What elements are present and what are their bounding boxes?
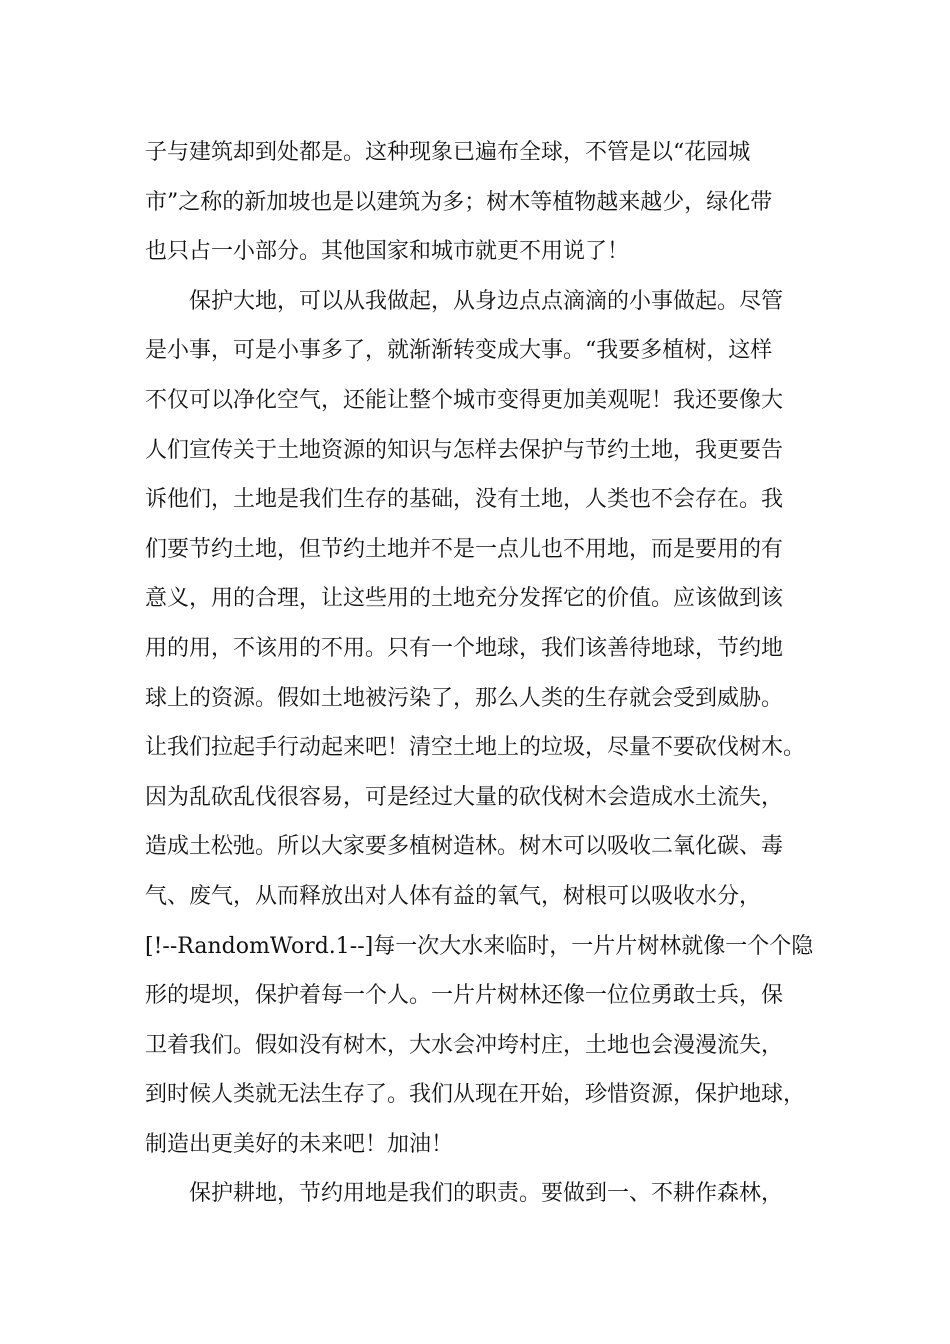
paragraph-start-line: 保护大地，可以从我做起，从身边点点滴滴的小事做起。尽管 [189,288,784,314]
text-line: 也只占一小部分。其他国家和城市就更不用说了！ [145,239,630,265]
text-line: 卫着我们。假如没有树木，大水会冲垮村庄，土地也会漫漫流失， [145,1032,784,1058]
text-line: 市”之称的新加坡也是以建筑为多；树木等植物越来越少，绿化带 [145,189,773,215]
text-line: 让我们拉起手行动起来吧！清空土地上的垃圾，尽量不要砍伐树木。 [145,735,806,761]
text-line: 球上的资源。假如土地被污染了，那么人类的生存就会受到威胁。 [145,685,784,711]
text-line: 形的堤坝，保护着每一个人。一片片树林还像一位位勇敢士兵，保 [145,983,784,1009]
text-line: 不仅可以净化空气，还能让整个城市变得更加美观呢！我还要像大 [145,387,784,413]
body-text [145,128,825,1219]
text-line: 诉他们，土地是我们生存的基础，没有土地，人类也不会存在。我 [145,487,784,513]
text-line: 意义，用的合理，让这些用的土地充分发挥它的价值。应该做到该 [145,586,784,612]
text-line: 造成土松弛。所以大家要多植树造林。树木可以吸收二氧化碳、毒 [145,834,784,860]
text-line: 是小事，可是小事多了，就渐渐转变成大事。“我要多植树，这样 [145,338,773,364]
text-line: [!--RandomWord.1--]每一次大水来临时，一片片树林就像一个个隐 [145,933,814,959]
text-line: 因为乱砍乱伐很容易，可是经过大量的砍伐树木会造成水土流失， [145,784,784,810]
text-line: 到时候人类就无法生存了。我们从现在开始，珍惜资源，保护地球， [145,1082,806,1108]
paragraph-start-line: 保护耕地，节约用地是我们的职责。要做到一、不耕作森林， [189,1181,784,1207]
text-line: 们要节约土地，但节约土地并不是一点儿也不用地，而是要用的有 [145,536,784,562]
text-line: 制造出更美好的未来吧！加油！ [145,1131,454,1157]
text-line: 用的用，不该用的不用。只有一个地球，我们该善待地球，节约地 [145,635,784,661]
text-line: 人们宣传关于土地资源的知识与怎样去保护与节约土地，我更要告 [145,437,784,463]
text-line: 子与建筑却到处都是。这种现象已遍布全球，不管是以“花园城 [145,140,751,165]
text-line: 气、废气，从而释放出对人体有益的氧气，树根可以吸收水分， [145,883,762,909]
